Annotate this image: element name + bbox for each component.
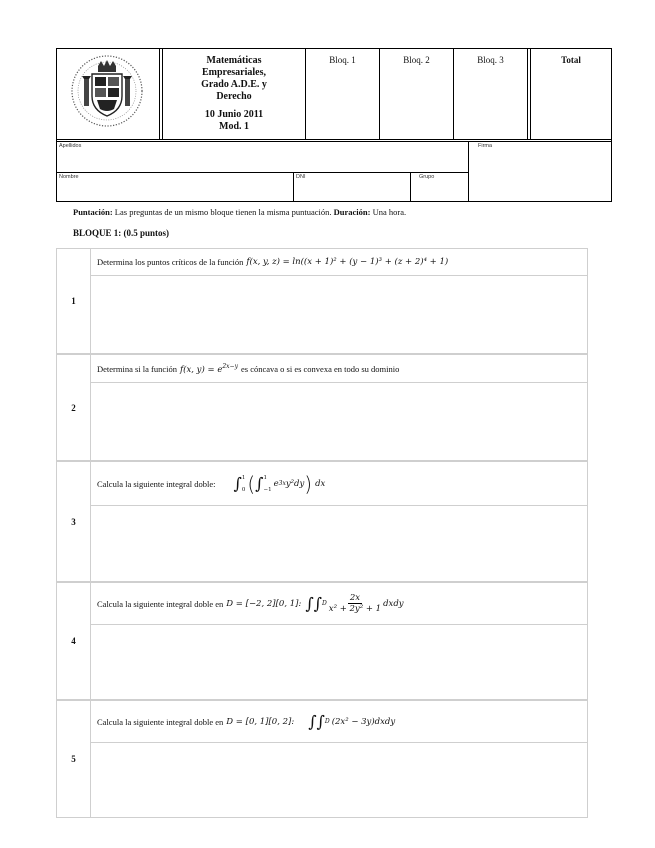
question-number: 2: [57, 355, 91, 460]
answer-area[interactable]: [91, 383, 587, 460]
question-text: Determina si la función f(x, $y) = e^{2x-y}$ es cóncava o si es convexa en todo su dominio: [91, 355, 587, 383]
question-number: 1: [57, 249, 91, 353]
question-formula: f(x, $y) = e^{2x-y}$: [180, 362, 238, 375]
answer-area[interactable]: [91, 506, 587, 581]
instructions: Puntación: Las preguntas de un mismo bloque tienen la misma puntuación. Duración: Una hora.: [73, 207, 407, 217]
exam-date: 10 Junio 2011: [204, 109, 264, 120]
total-header: Total: [561, 55, 581, 65]
bloq3-header: Bloq. 3: [477, 55, 504, 65]
question-text: Calcula la siguiente integral doble en D = [0, 1][0, 2]: ∫∫ D (2x² − 3y)dxdy: [91, 701, 587, 743]
question-3: [56, 461, 588, 582]
question-formula: D = [−2, 2][0, 1]: ∫∫ D $\frac{2x}{\text{x² + 2y² + 1}}$ dxdy: [226, 593, 404, 614]
question-formula: f(x, y, z) = ln((x + 1)² + (y − 1)³ + (z + 2)⁴ + 1): [246, 257, 449, 267]
course-title: Matemáticas Empresariales, Grado A.D.E. y Derecho 10 Junio 2011 Mod. 1: [163, 55, 305, 133]
question-number: 4: [57, 583, 91, 699]
question-number: 3: [57, 462, 91, 581]
question-text: Calcula la siguiente integral doble en D = [−2, 2][0, 1]: ∫∫ D $\frac{2x}{\text{x² + 2y² + 1}}$ dxdy: [91, 583, 587, 625]
question-text: Determina los puntos críticos de la función f(x, y, z) = ln((x + 1)² + (y − 1)³ + (z + 2)⁴ + 1): [91, 249, 587, 276]
question-4: [56, 582, 588, 700]
answer-area[interactable]: [91, 625, 587, 699]
block-title: BLOQUE 1: (0.5 puntos): [73, 228, 170, 238]
apellidos-label: Apellidos: [59, 143, 82, 149]
nombre-label: Nombre: [59, 174, 79, 180]
question-formula: D = [0, 1][0, 2]: ∫∫ D (2x² − 3y)dxdy: [226, 712, 396, 731]
question-2: [56, 354, 588, 461]
firma-label: Firma: [478, 143, 493, 149]
question-formula: ∫ 1 0 ( ∫ 1 −1 e 3x y²dy ) dx: [233, 471, 326, 496]
bloq2-header: Bloq. 2: [403, 55, 430, 65]
bloq1-header: Bloq. 1: [329, 55, 356, 65]
question-5: [56, 700, 588, 818]
question-text: Calcula la siguiente integral doble: ∫ 1 0 ( ∫ 1 −1 e 3x y²dy ) dx: [91, 462, 587, 506]
question-1: [56, 248, 588, 354]
question-number: 5: [57, 701, 91, 817]
exam-model: Mod. 1: [219, 121, 249, 132]
dni-label: DNI: [296, 174, 306, 180]
answer-area[interactable]: [91, 276, 587, 353]
answer-area[interactable]: [91, 743, 587, 817]
university-seal-logo: [68, 52, 146, 130]
grupo-label: Grupo: [419, 174, 435, 180]
